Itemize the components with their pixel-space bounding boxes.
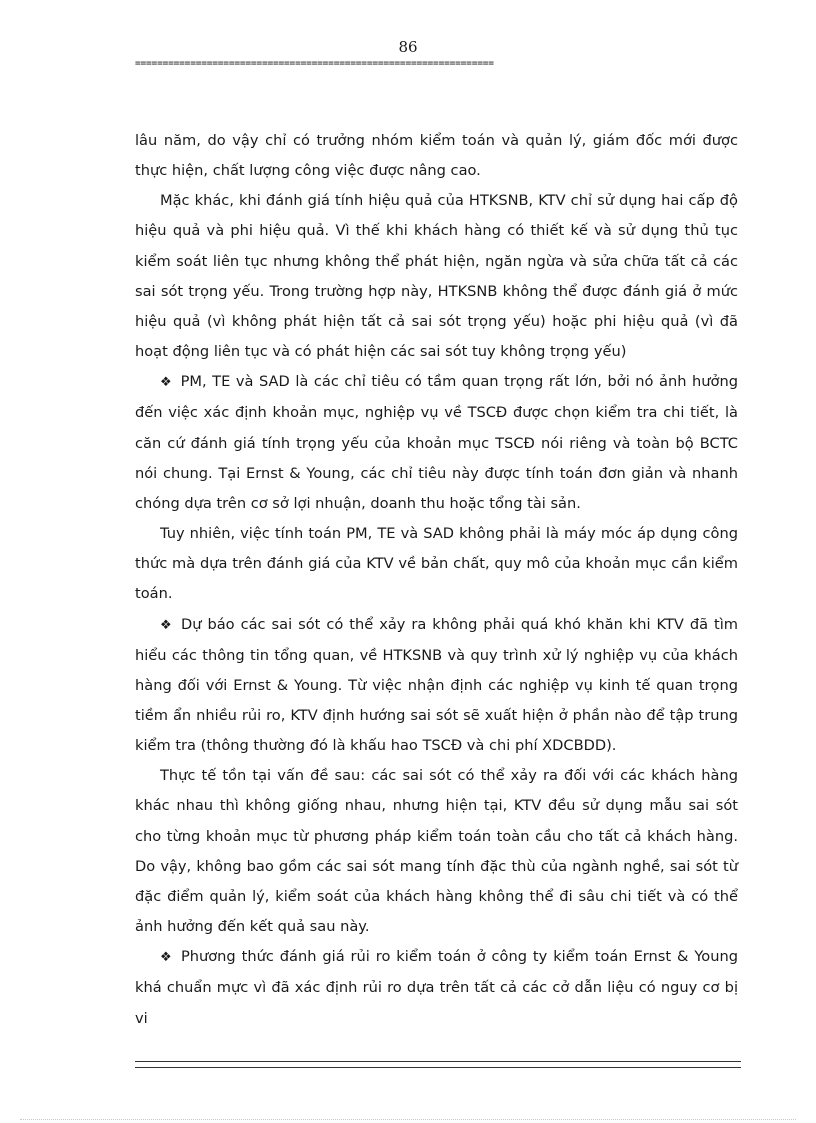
page-number: 86 <box>398 38 418 56</box>
paragraph-2: Mặc khác, khi đánh giá tính hiệu quả của HTKSNB, KTV chỉ sử dụng hai cấp độ hiệu quả và phi hiệu quả. Vì thế khi khách hàng có thiết kế và sử dụng thủ tục kiểm soát liên tục nhưng không thể phát hiện, ngăn ngừa và sửa chữa tất cả các sai sót trọng yếu. Trong trường hợp này, HTKSNB không thể được đánh giá ở mức hiệu quả (vì không phát hiện tất cả sai sót trọng yếu) hoặc phi hiệu quả (vì đã hoạt động liên tục và có phát hiện các sai sót tuy không trọng yếu) <box>135 192 738 361</box>
diamond-bullet-icon: ❖ <box>160 617 173 633</box>
bullet-paragraph-text: Phương thức đánh giá rủi ro kiểm toán ở công ty kiểm toán Ernst & Young khá chuẩn mực vì đã xác định rủi ro dựa trên tất cả các cở dẫn liệu có nguy cơ bị vi <box>135 948 738 1027</box>
paragraph-1: lâu năm, do vậy chỉ có trưởng nhóm kiểm toán và quản lý, giám đốc mới được thực hiện, chất lượng công việc được nâng cao. <box>135 132 738 180</box>
bullet-paragraph-2 <box>135 610 738 762</box>
footer-double-rule <box>135 1061 741 1068</box>
page-bottom-dotted-border <box>20 1119 796 1120</box>
paragraph-4: Thực tế tồn tại vấn đề sau: các sai sót có thể xảy ra đối với các khách hàng khác nhau thì không giống nhau, nhưng hiện tại, KTV đều sử dụng mẫu sai sót cho từng khoản mục từ phương pháp kiểm toán toàn cầu cho tất cả khách hàng. Do vậy, không bao gồm các sai sót mang tính đặc thù của ngành nghề, sai sót từ đặc điểm quản lý, kiểm soát của khách hàng không thể đi sâu chi tiết và có thể ảnh hưởng đến kết quả sau này. <box>135 767 738 936</box>
paragraph-3: Tuy nhiên, việc tính toán PM, TE và SAD không phải là máy móc áp dụng công thức mà dựa trên đánh giá của KTV về bản chất, quy mô của khoản mục cần kiểm toán. <box>135 525 738 603</box>
bullet-paragraph-1 <box>135 367 738 519</box>
body-text <box>135 126 738 1034</box>
bullet-paragraph-text: PM, TE và SAD là các chỉ tiêu có tầm quan trọng rất lớn, bởi nó ảnh hưởng đến việc xác định khoản mục, nghiệp vụ về TSCĐ được chọn kiểm tra chi tiết, là căn cứ đánh giá tính trọng yếu của khoản mục TSCĐ nói riêng và toàn bộ BCTC nói chung. Tại Ernst & Young, các chỉ tiêu này được tính toán đơn giản và nhanh chóng dựa trên cơ sở lợi nhuận, doanh thu hoặc tổng tài sản. <box>135 373 738 512</box>
bullet-paragraph-3 <box>135 942 738 1033</box>
diamond-bullet-icon: ❖ <box>160 950 173 966</box>
header-rule: ================================================================= <box>135 58 494 69</box>
diamond-bullet-icon: ❖ <box>160 375 173 391</box>
bullet-paragraph-text: Dự báo các sai sót có thể xảy ra không phải quá khó khăn khi KTV đã tìm hiểu các thông tin tổng quan, về HTKSNB và quy trình xử lý nghiệp vụ của khách hàng đối với Ernst & Young. Từ việc nhận định các nghiệp vụ kinh tế quan trọng tiềm ẩn nhiều rủi ro, KTV định hướng sai sót sẽ xuất hiện ở phần nào để tập trung kiểm tra (thông thường đó là khấu hao TSCĐ và chi phí XDCBDD). <box>135 615 739 755</box>
